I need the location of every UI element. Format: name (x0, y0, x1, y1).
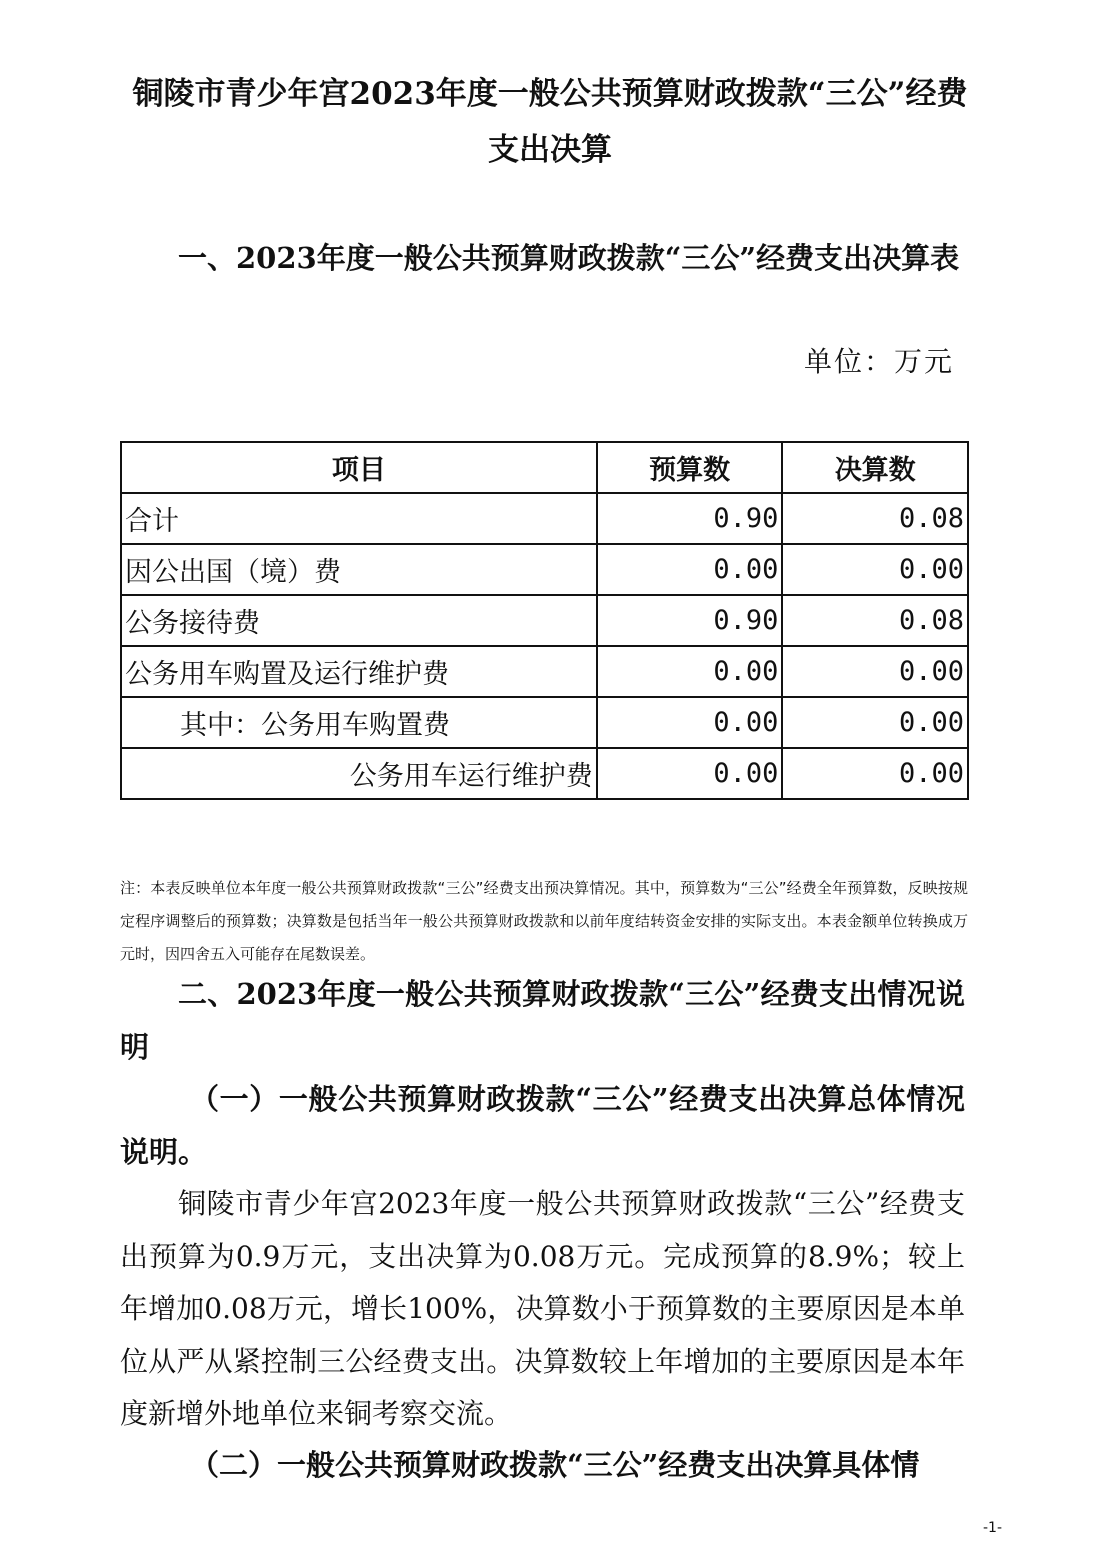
document-title: 铜陵市青少年宫2023年度一般公共预算财政拨款“三公”经费支出决算 (132, 76, 968, 168)
row-item: 合计 (121, 493, 597, 544)
table-row (121, 595, 968, 646)
row-item: 其中：公务用车购置费 (121, 697, 597, 748)
table-row (121, 748, 968, 799)
row-final: 0.00 (782, 748, 968, 799)
section-2-heading: 二、2023年度一般公共预算财政拨款“三公”经费支出情况说明 (120, 977, 965, 1064)
page-number: -1- (982, 1520, 1002, 1536)
table-note: 注：本表反映单位本年度一般公共预算财政拨款“三公”经费支出预决算情况。其中，预算数为“三公”经费全年预算数，反映按规定程序调整后的预算数；决算数是包括当年一般公共预算财政拨款和以前年度结转资金安排的实际支出。本表金额单位转换成万元时，因四舍五入可能存在尾数误差。 (120, 879, 968, 963)
header-budget: 预算数 (597, 442, 783, 493)
row-final: 0.00 (782, 646, 968, 697)
row-budget: 0.00 (597, 697, 783, 748)
subsection-2-heading: （二）一般公共预算财政拨款“三公”经费支出决算具体情 (190, 1448, 920, 1482)
row-final: 0.00 (782, 544, 968, 595)
subsection-1-heading: （一）一般公共预算财政拨款“三公”经费支出决算总体情况说明。 (120, 1082, 965, 1169)
section-1-heading: 一、2023年度一般公共预算财政拨款“三公”经费支出决算表 (178, 241, 960, 275)
table-row (121, 493, 968, 544)
table-row (121, 697, 968, 748)
table-row (121, 544, 968, 595)
row-final: 0.08 (782, 595, 968, 646)
three-public-expenses-table (120, 441, 969, 800)
header-item: 项目 (121, 442, 597, 493)
row-item: 公务用车运行维护费 (121, 748, 597, 799)
subsection-1-body: 铜陵市青少年宫2023年度一般公共预算财政拨款“三公”经费支出预算为0.9万元，支出决算为0.08万元。完成预算的8.9%；较上年增加0.08万元，增长100%，决算数小于预算数的主要原因是本单位从严从紧控制三公经费支出。决算数较上年增加的主要原因是本年度新增外地单位来铜考察交流。 (120, 1187, 965, 1430)
row-item: 公务接待费 (121, 595, 597, 646)
row-final: 0.08 (782, 493, 968, 544)
row-budget: 0.00 (597, 646, 783, 697)
row-item: 公务用车购置及运行维护费 (121, 646, 597, 697)
row-budget: 0.90 (597, 493, 783, 544)
row-budget: 0.00 (597, 544, 783, 595)
table-row (121, 646, 968, 697)
table-header-row (121, 442, 968, 493)
row-budget: 0.00 (597, 748, 783, 799)
row-budget: 0.90 (597, 595, 783, 646)
unit-label: 单位：万元 (803, 345, 954, 378)
row-item: 因公出国（境）费 (121, 544, 597, 595)
header-final: 决算数 (782, 442, 968, 493)
row-final: 0.00 (782, 697, 968, 748)
